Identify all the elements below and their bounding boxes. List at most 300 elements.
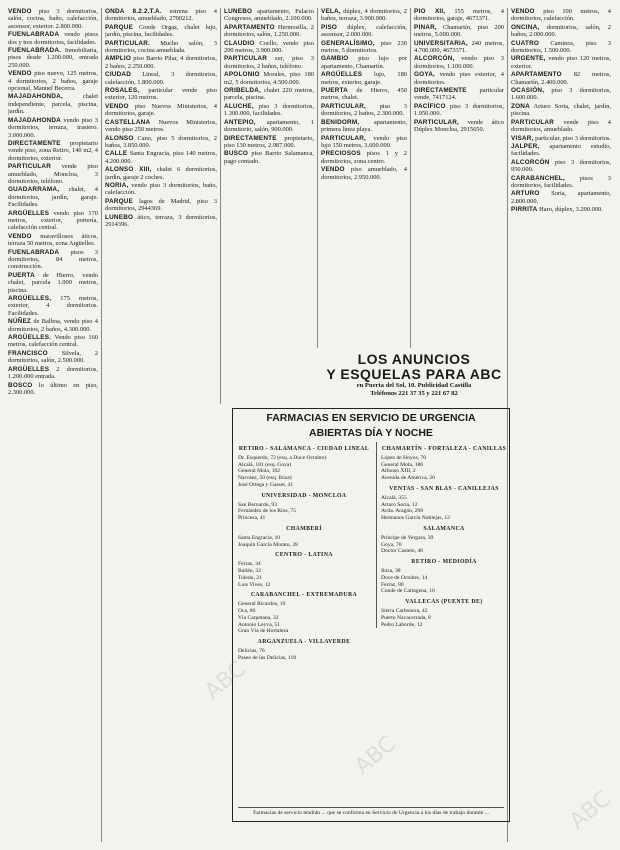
pharmacy-district-heading: RETIRO - MEDIODÍA (411, 559, 477, 566)
classified-ad-heading: ANTEPIO, (224, 118, 256, 126)
classified-ad (224, 119, 314, 134)
classified-ad (414, 71, 504, 86)
classified-ad-heading: VELA, (321, 8, 341, 15)
classified-ad-heading: CARABANCHEL, (511, 174, 565, 182)
classified-ad-text: piso amueblado, 4 dormitorios, 2.950.000. (321, 166, 407, 181)
classified-ad (511, 24, 611, 39)
classified-ad-heading: BENIDORM, (321, 118, 360, 126)
classified-ad-text: Cano, piso 5 dormitorios, 2 baños, 3.850.000. (105, 134, 217, 149)
classified-ad-heading: PUERTA (321, 87, 348, 95)
classified-ad (321, 24, 407, 39)
classified-ad-heading: ALCORCÓN (511, 158, 550, 166)
pharmacy-district-heading: CHAMARTÍN - FORTALEZA - CANILLAS (381, 446, 507, 452)
classified-ad-text: 2 dormitorios, 1.200.000 entrada. (8, 365, 98, 381)
pharmacy-address: Ferraz, 34 (238, 561, 261, 568)
classified-ad-heading: MAJADAHONDA, (8, 93, 63, 101)
pharmacy-address: Delicias, 76 (238, 647, 265, 654)
classified-ad (8, 31, 98, 46)
pharmacy-address: General Mola, 102 (238, 468, 281, 475)
classified-ad-text: vendo piso 3 dormitorios, baño, calefacción. (105, 181, 217, 197)
classified-ad (224, 8, 314, 23)
banner-line-3: en Puerta del Sol, 10. Publicidad Castilla (356, 382, 472, 389)
classified-ad-heading: PIRRITA (511, 206, 538, 214)
pharmacy-district-heading: CHAMBERÍ (286, 525, 322, 532)
classified-ad (321, 119, 407, 134)
classified-ad (8, 117, 98, 139)
pharmacy-address: Conde de Cartagena, 10 (381, 588, 435, 595)
classified-ad-heading: VENDO (511, 8, 535, 15)
classified-ad-heading: ARGÜELLES (321, 71, 363, 79)
banner-line-4: Teléfonos 221 37 35 y 221 67 82 (370, 390, 458, 397)
classified-ad-heading: CALLE (105, 150, 128, 158)
classified-ad-heading: FUENLABRADA. (8, 47, 62, 55)
classified-ad-heading: PARTICULAR, (321, 102, 367, 110)
pharmacy-district-heading: SALAMANCA (423, 525, 465, 532)
ads-banner (318, 352, 510, 407)
classified-ad (511, 206, 611, 213)
classifieds-column-2 (105, 8, 217, 842)
classified-ad (105, 166, 217, 181)
classified-ad-heading: CIUDAD (105, 71, 132, 79)
classified-ad (105, 198, 217, 213)
classified-ad-text: Silvela, 2 dormitorios, salón, 2.500.000. (8, 349, 98, 365)
classified-ad (8, 233, 98, 248)
classified-ad-heading: CUATRO (511, 39, 540, 47)
classified-ad-heading: ONCINA, (511, 23, 540, 31)
classified-ad (105, 40, 217, 55)
classified-ad-heading: APARTAMENTO (224, 23, 275, 31)
classified-ad-heading: AMPLIO (105, 55, 132, 63)
classified-ad-text: vendo piso 3 dormitorios, terraza, trastero. 3.000.000. (8, 116, 98, 139)
classified-ad-heading: ARTURO (511, 190, 540, 198)
classified-ad-heading: JALPER, (511, 142, 540, 150)
classified-ad (105, 214, 217, 229)
classified-ad-heading: BUSCO (224, 150, 249, 158)
classified-ad (511, 87, 611, 102)
classified-ad-text: piso 3 dormitorios, 950.000. (511, 158, 611, 174)
classified-ad-heading: CLAUDIO (224, 39, 255, 47)
classified-ad-text: pisos 3 dormitorios, facilidades. (511, 174, 611, 189)
classified-ad (8, 382, 98, 397)
pharmacy-title-2: ABIERTAS DÍA Y NOCHE (309, 426, 433, 439)
classified-ad (8, 210, 98, 232)
pharmacy-address: Ferraz, 80 (381, 581, 404, 588)
newspaper-page (8, 8, 616, 842)
classified-ad (511, 71, 611, 86)
classified-ad-text: chalet, 4 dormitorios, jardín, garaje. Facilidades. (8, 186, 98, 209)
classified-ad-heading: CASTELLANA (105, 118, 151, 126)
classified-ad-text: piso lujo por apartamento, Chamartín. (321, 55, 407, 70)
classified-ad-text: 240 metros, 4.700.000, 4673371. (414, 39, 504, 55)
classified-ad-heading: PUERTA (8, 271, 35, 279)
pharmacy-box (232, 408, 510, 822)
classified-ad-text: Santa Engracia, piso 140 metros, 4.200.000. (105, 150, 217, 165)
classified-ad-heading: PRECIOSOS (321, 150, 361, 158)
classified-ad-text: de Hierro, vendo chalet, parcela 1.000 metros, piscina. (8, 271, 98, 294)
classified-ad-heading: PACÍFICO (414, 102, 446, 110)
classified-ad-text: de Balboa, vendo piso 4 dormitorios, 2 baños, 4.300.000. (8, 318, 98, 333)
classified-ad (511, 40, 611, 55)
classified-ad-heading: VENDO (8, 232, 32, 240)
classified-ad-text: Coello, vendo piso 200 metros, 3.900.000. (224, 39, 314, 55)
classified-ad-text: Haro, dúplex, 3.200.000. (539, 206, 603, 214)
classified-ad-text: piso Barrio Pilar, 4 dormitorios, 2 baños, 2.250.000. (105, 55, 217, 70)
banner-line-2: Y ESQUELAS PARA ABC (326, 366, 502, 382)
classified-ad-heading: UNIVERSITARIA, (414, 39, 468, 47)
classified-ad-text: particular vende, 7417124. (414, 87, 504, 102)
pharmacy-address: Goya, 70 (381, 541, 402, 548)
classified-ad-heading: ROSALES, (105, 87, 140, 95)
classified-ad (105, 71, 217, 86)
classified-ad-text: vendo piso 170 metros, exterior, portería, calefacción central. (8, 209, 98, 232)
classified-ad (8, 334, 98, 349)
pharmacy-district-heading: VALLECAS (PUENTE DE) (405, 599, 483, 606)
classified-ad (8, 249, 98, 271)
classified-ad (8, 366, 98, 381)
classified-ad (414, 119, 504, 134)
classified-ad (224, 40, 314, 55)
classified-ad-heading: BOSCO (8, 381, 33, 389)
classified-ad-text: particular vende piso exterior, 120 metros. (105, 87, 217, 102)
classified-ad (8, 93, 98, 115)
classified-ad-heading: PARTICULAR, (414, 118, 460, 126)
classified-ad-heading: GUADARRAMA, (8, 186, 60, 194)
pharmacy-address: López de Hoyos, 70 (381, 454, 427, 461)
classifieds-column-1 (8, 8, 98, 842)
classified-ad (105, 8, 217, 23)
classified-ad-heading: PARQUE (105, 197, 134, 205)
classified-ad (224, 87, 314, 102)
classified-ad-text: vendo piso 120 metros, exterior. (511, 55, 611, 70)
classified-ad-heading: GAMBIO (321, 55, 349, 63)
classified-ad (321, 135, 407, 150)
pharmacy-footer: Farmacias de servicio tendrán ... que se conforma en Servicio de Urgencia a los días de trabajo durante ... (238, 807, 504, 817)
pharmacy-address: Alcalá, 181 (esq. Goya) (238, 461, 292, 468)
pharmacy-district-heading: CARABANCHEL - EXTREMADURA (250, 592, 358, 599)
classifieds-column-3 (224, 8, 314, 400)
classified-ad-text: piso 3 dormitorios, 2 baños, 2.300.000. (321, 102, 407, 118)
pharmacy-address: Alcalá, 355 (381, 494, 407, 501)
pharmacy-district-heading: UNIVERSIDAD - MONCLOA (261, 492, 347, 499)
classified-ad-text: dúplex, 4 dormitorios, 2 baños, terraza, 3.900.000. (321, 8, 407, 23)
classified-ad (511, 190, 611, 205)
classified-ad (8, 295, 98, 317)
pharmacy-district-heading: CENTRO - LATINA (275, 552, 333, 559)
classified-ad-heading: VENDO (8, 70, 32, 78)
classified-ad (414, 87, 504, 102)
classified-ad (224, 135, 314, 150)
classified-ad-heading: VENDO (8, 8, 32, 15)
classified-ad-text: vendo piso 3 dormitorios, 1.100.000. (414, 55, 504, 70)
classified-ad-heading: PARTICULAR, (321, 134, 367, 142)
pharmacy-address: Puerto Navacerrada, 8 (381, 614, 431, 621)
classified-ad (8, 70, 98, 92)
pharmacy-district-heading: VENTAS - SAN BLAS - CANILLEJAS (389, 485, 499, 492)
pharmacy-address: General Mola, 186 (381, 461, 424, 468)
classified-ad (414, 24, 504, 39)
classified-ad-heading: GENERALÍSIMO, (321, 39, 375, 47)
pharmacy-district-heading: ARGANZUELA - VILLAVERDE (257, 639, 351, 646)
classified-ad (321, 55, 407, 70)
classified-ad-heading: FUENLABRADA (8, 248, 60, 256)
classified-ad-heading: ONDA 8.2.2.T.A. (105, 8, 162, 15)
classified-ad (321, 166, 407, 181)
column-rule (317, 8, 318, 348)
pharmacy-district-heading: RETIRO - SALAMANCA - CIUDAD LINEAL (238, 446, 370, 452)
classified-ad-heading: LUNEBO (224, 8, 253, 15)
classified-ad (8, 163, 98, 185)
classified-ad (414, 103, 504, 118)
classified-ad (8, 272, 98, 294)
classified-ad (321, 40, 407, 55)
classified-ad-text: Soria, apartamento, 2.800.000. (511, 190, 611, 205)
classified-ad-text: lagos de Madrid, piso 3 dormitorios, 2944369. (105, 197, 217, 213)
pharmacy-address: Luis Vives, 12 (238, 581, 271, 588)
classified-ad-heading: ARGÜELLES (8, 209, 50, 217)
classified-ad-heading: PARTICULAR (224, 55, 268, 63)
classified-ad-heading: PARTICULAR (8, 163, 52, 171)
classified-ad (511, 103, 611, 118)
classified-ad-text: piso Nuevos Ministerios, 4 dormitorios, garaje. (105, 102, 217, 118)
classified-ad (511, 8, 611, 23)
classified-ad-text: piso 3 dormitorios, 1.600.000. (511, 87, 611, 102)
classified-ad-text: apartamento, 1 dormitorio, salón, 900.000. (224, 118, 314, 134)
classified-ad-text: vendo piso lujo 150 metros, 3.600.000. (321, 134, 407, 149)
classified-ad (321, 8, 407, 23)
classifieds-column-5 (414, 8, 504, 348)
classified-ad-heading: PARTICULAR (511, 118, 555, 126)
classified-ad-heading: PINAR, (414, 23, 437, 31)
classified-ad-heading: PIO XII, (414, 8, 446, 15)
pharmacy-title-1: FARMACIAS EN SERVICIO DE URGENCIA (266, 412, 476, 424)
classified-ad-heading: GOYA, (414, 71, 436, 79)
pharmacy-address: Joaquín García Morato, 28 (238, 541, 298, 548)
classified-ad-text: 155 metros, 4 dormitorios, garaje, 4673371. (414, 8, 504, 23)
classified-ad (105, 135, 217, 150)
classified-ad-text: lo último en piso, 2.300.000. (8, 381, 98, 396)
classified-ad-text: piso 3 dormitorios, 1.300.000, facilidades. (224, 102, 314, 118)
classified-ad (511, 135, 611, 142)
classified-ad-text: 175 metros, exterior, 4 dormitorios. Facilidades. (8, 295, 98, 317)
pharmacy-address: Dr. Esquerdo, 72 (esq. a Doce Octubre) (238, 454, 327, 461)
classified-ad-heading: FUENLABRADA (8, 31, 60, 39)
column-rule (101, 8, 102, 842)
classified-ad-text: apartamento, Palacio Congresos, amueblado, 2.100.000. (224, 8, 314, 23)
classified-ad-heading: DIRECTAMENTE (224, 134, 277, 142)
classified-ad-heading: ALUCHE, (224, 102, 254, 110)
classified-ad-heading: VENDO (105, 102, 129, 110)
classified-ad (511, 175, 611, 190)
pharmacy-address: Princesa, 41 (238, 515, 266, 522)
classified-ad-heading: LUNEBO (105, 213, 134, 221)
classified-ad (105, 119, 217, 134)
classified-ad-text: de Hierro, 450 metros, chalet. (321, 87, 407, 102)
classified-ad (105, 150, 217, 165)
classified-ad-text: Morales, piso 180 m2, 5 dormitorios, 4.500.000. (224, 71, 314, 86)
pharmacy-address: Avda. Aragón, 290 (381, 508, 424, 515)
pharmacy-address: Ibiza, 38 (381, 567, 401, 574)
classified-ad-text: Chamartín, piso 200 metros, 5.000.000. (414, 23, 504, 39)
classified-ad-text: vendo piso exterior, 4 dormitorios. (414, 71, 504, 86)
classified-ad (321, 103, 407, 118)
classified-ad (321, 150, 407, 165)
classified-ad-text: Vendo piso 160 metros, calefacción central. (8, 334, 98, 349)
pharmacy-address: Antonio Leyva, 51 (238, 621, 281, 628)
classified-ad-text: vende ático Dúplex Moncloa, 2915650. (414, 118, 504, 134)
classified-ad-heading: ALONSO XIII, (105, 166, 152, 174)
classified-ad-text: piso 3 dormitorios, salón, cocina, baño, calefacción, ascensor, exterior. 2.800.000. (8, 8, 98, 30)
classified-ad-heading: APARTAMENTO (511, 71, 562, 79)
pharmacy-address: Doce de Octubre, 14 (381, 574, 428, 581)
classified-ad (414, 40, 504, 55)
classified-ad-heading: PISO (321, 23, 338, 31)
classified-ad (8, 350, 98, 365)
classified-ad (511, 55, 611, 70)
classified-ad (8, 8, 98, 30)
classified-ad-text: Caminos, piso 3 dormitorios, 1.500.000. (511, 39, 611, 55)
banner-line-1: LOS ANUNCIOS (357, 351, 471, 367)
classified-ad-text: Inmobiliaria, pisos desde 1.200.000, entrada 250.000. (8, 47, 98, 69)
classified-ad (8, 47, 98, 69)
classified-ad-text: apartamento estudio, facilidades. (511, 142, 611, 158)
classified-ad (224, 55, 314, 70)
classified-ad-heading: APOLONIO (224, 71, 260, 79)
classified-ad-text: piso nuevo, 125 metros, 4 dormitorios, 2 baños, garaje opcional, Manuel Becerra. (8, 70, 98, 93)
classified-ad-heading: DIRECTAMENTE (414, 87, 467, 95)
classified-ad (105, 182, 217, 197)
classified-ad-heading: ZONA (511, 102, 530, 110)
classified-ad (321, 71, 407, 86)
classified-ad (321, 87, 407, 102)
pharmacy-address: Toledo, 21 (238, 574, 262, 581)
classified-ad-text: pisos 1 y 2 dormitorios, zona centro. (321, 150, 407, 165)
classified-ad (224, 103, 314, 118)
classified-ad-text: piso 3 dormitorios, 1.950.000. (414, 102, 504, 118)
pharmacy-address: Bailén, 32 (238, 567, 261, 574)
classified-ad-text: vende piso 4 dormitorios, amueblado. (511, 118, 611, 134)
pharmacy-address: Santa Engracia, 10 (238, 534, 281, 541)
classified-ad-heading: ARGÜELLES. (8, 334, 52, 342)
classified-ad-text: maravillosos áticos, terraza 50 metros, zona Argüelles. (8, 232, 98, 248)
classified-ad (224, 150, 314, 165)
classified-ad-text: particular, piso 3 dormitorios. (535, 134, 611, 142)
pharmacy-address: Fernández de los Ríos, 75 (238, 508, 296, 515)
classified-ad (224, 24, 314, 39)
classified-ad-heading: PARTICULAR. (105, 39, 151, 47)
classified-ad-heading: NORIA, (105, 181, 129, 189)
pharmacy-address: San Bernardo, 93 (238, 501, 277, 508)
classified-ad (105, 103, 217, 118)
classified-ad (511, 119, 611, 134)
pharmacy-address: Paseo de las Delicias, 118 (238, 654, 297, 661)
classified-ad-text: dúplex, calefacción, ascensor, 2.000.000. (321, 23, 407, 39)
classifieds-column-4 (321, 8, 407, 348)
classified-ad-text: Conde Orgaz, chalet lujo, jardín, piscina, facilidades. (105, 23, 217, 39)
classified-ad-heading: URGENTE, (511, 55, 546, 63)
classified-ad (105, 24, 217, 39)
classified-ad-text: pisos 3 dormitorios, 84 metros, construcción. (8, 248, 98, 271)
classified-ad-text: Mucho salón, 3 dormitorios, cocina amueblada. (105, 39, 217, 55)
classified-ad-text: estrena piso 4 dormitorios, amueblado, 2700212. (105, 8, 217, 23)
classified-ad-heading: VENDO (321, 166, 345, 174)
pharmacy-address: Gran Vía de Hortaleza (238, 628, 289, 635)
classified-ad-text: Arturo Soria, chalet, jardín, piscina. (511, 102, 611, 118)
classified-ad-text: vende piso amueblado, Moncloa, 3 dormitorios, teléfono. (8, 163, 98, 185)
classified-ad-heading: VISAR, (511, 134, 534, 142)
classified-ad-heading: ARGÜELLES (8, 365, 50, 373)
classified-ad-heading: DIRECTAMENTE (8, 139, 61, 147)
pharmacy-address: Oca, 80 (238, 607, 256, 614)
column-rule (410, 8, 411, 348)
abc-watermark: ABC (350, 731, 401, 780)
pharmacy-address: General Ricardos, 10 (238, 601, 286, 608)
classified-ad-heading: ARGÜELLES, (8, 295, 52, 303)
pharmacy-address: Pedro Laborde, 12 (381, 621, 423, 628)
classified-ad-text: piso 100 metros, 4 dormitorios, calefacción. (511, 8, 611, 23)
pharmacy-address: Avenida de América, 20 (381, 475, 435, 482)
pharmacy-address: Hermanos García Noblejas, 12 (381, 515, 450, 522)
classified-ad-text: Nuevos Ministerios, vendo piso 250 metros. (105, 118, 217, 134)
pharmacy-address: Narváez, 50 (esq. Ibiza) (238, 475, 292, 482)
abc-watermark: ABC (200, 656, 251, 705)
pharmacy-address: Sierra Carbonera, 42 (381, 607, 428, 614)
classified-ad-text: ático, terraza, 3 dormitorios, 2914396. (105, 213, 217, 228)
classified-ad (414, 55, 504, 70)
pharmacy-right-column (376, 442, 507, 628)
classified-ad-text: chalet independiente, parcela, piscina, jardín. (8, 93, 98, 116)
pharmacy-address: Vía Carpetana, 32 (238, 614, 279, 621)
classified-ad-heading: ORIBELDA, (224, 87, 261, 95)
classified-ad-heading: ALONSO (105, 134, 134, 142)
classified-ad-text: Lineal, 3 dormitorios, calefacción, 1.800.000. (105, 71, 217, 86)
pharmacy-address: Doctor Castelo, 46 (381, 548, 424, 555)
classified-ad-text: 82 metros, Chamartín, 2.400.000. (511, 71, 611, 86)
classified-ad-text: dormitorios, salón, 2 baños, 2.000.000. (511, 23, 611, 39)
classified-ad-heading: FRANCISCO (8, 349, 48, 357)
classified-ad (105, 55, 217, 70)
classified-ad (511, 143, 611, 158)
classified-ad-text: chalet 220 metros, parcela, piscina. (224, 87, 314, 102)
abc-watermark: ABC (565, 786, 616, 835)
classified-ad-heading: PARQUE (105, 23, 134, 31)
classified-ad-text: propietario vende piso, zona Retiro, 140 m2, 4 dormitorios, exterior. (8, 139, 98, 162)
classified-ad (8, 186, 98, 208)
classified-ad (105, 87, 217, 102)
classified-ad (511, 159, 611, 174)
classified-ad (224, 71, 314, 86)
classified-ad-text: piso Barrio Salamanca, pago contado. (224, 150, 314, 165)
classifieds-column-6 (511, 8, 611, 842)
pharmacy-address: Alfonso XIII, 2 (381, 468, 416, 475)
classified-ad-heading: OCASIÓN, (511, 87, 545, 95)
classified-ad-text: piso 230 metros, 5 dormitorios. (321, 39, 407, 55)
classified-ad (8, 318, 98, 333)
classified-ad-text: vendo pisos dos y tres dormitorios, facilidades. (8, 31, 98, 46)
classified-ad-text: propietario, piso 130 metros, 2.987.000. (224, 134, 314, 149)
column-rule (220, 8, 221, 404)
pharmacy-left-column (238, 442, 370, 662)
pharmacy-address: Príncipe de Vergara, 39 (381, 534, 434, 541)
classified-ad (8, 140, 98, 162)
classified-ad (414, 8, 504, 23)
pharmacy-address: José Ortega y Gasset, 41 (238, 481, 294, 488)
classified-ad-text: apartamento, primera línea playa. (321, 118, 407, 134)
classified-ad-text: sur, piso 3 dormitorios, 2 baños, teléfono. (224, 55, 314, 70)
classified-ad-text: chalet 6 dormitorios, jardín, garaje 2 coches. (105, 166, 217, 181)
classified-ad-heading: NÚÑEZ (8, 318, 32, 326)
classified-ad-text: Hermosilla, 2 dormitorios, salón, 1.250.000. (224, 23, 314, 39)
classified-ad-heading: ALCORCÓN, (414, 55, 455, 63)
